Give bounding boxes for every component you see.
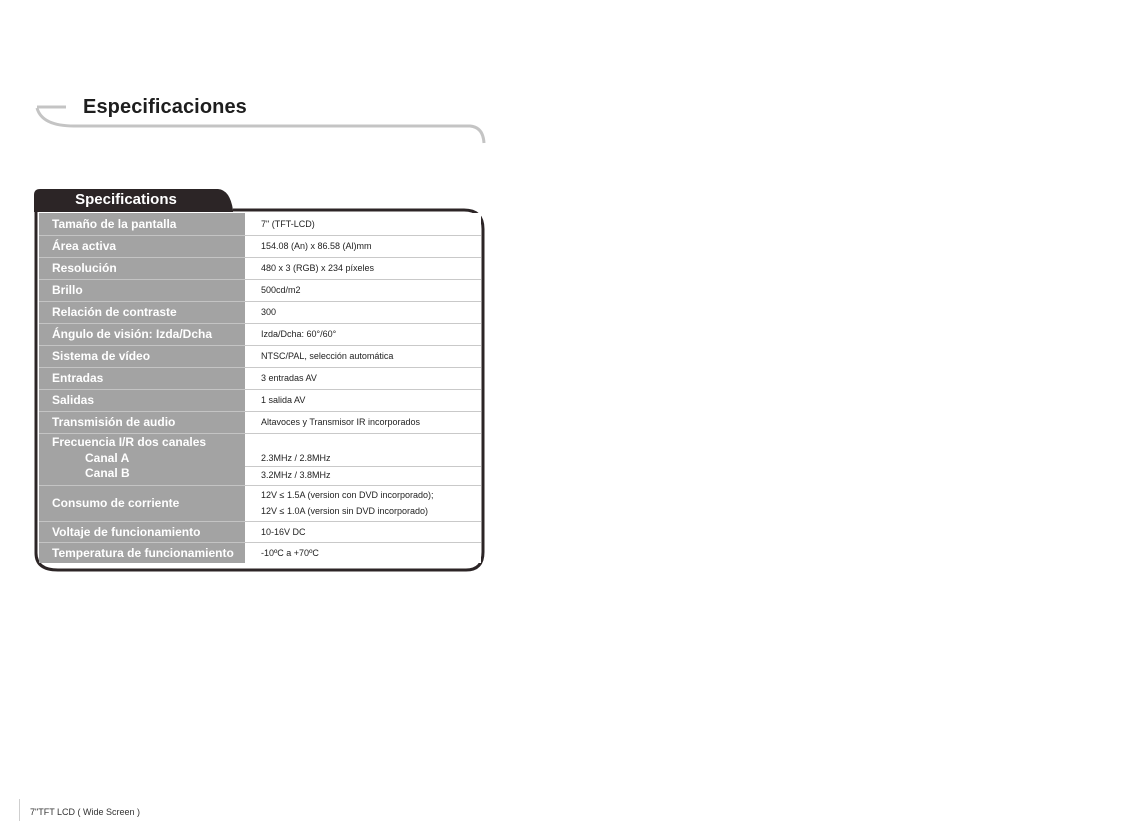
spec-value: 3.2MHz / 3.8MHz	[245, 466, 481, 485]
spec-value: 500cd/m2	[245, 279, 481, 301]
spec-value: 480 x 3 (RGB) x 234 píxeles	[245, 257, 481, 279]
spec-row	[39, 389, 481, 411]
spec-label: Consumo de corriente	[39, 485, 245, 521]
spec-row	[39, 257, 481, 279]
spec-value: 300	[245, 301, 481, 323]
spec-label-sub	[39, 450, 245, 466]
specifications-table	[39, 213, 481, 563]
spec-label: Voltaje de funcionamiento	[39, 521, 245, 542]
spec-value: -10ºC a +70ºC	[245, 542, 481, 563]
channel-a-label: Canal A	[85, 451, 130, 465]
spec-value-line: 12V ≤ 1.5A (version con DVD incorporado);	[261, 490, 434, 500]
spec-value	[245, 485, 481, 521]
spec-row-channel-a	[39, 450, 481, 466]
spec-label: Temperatura de funcionamiento	[39, 542, 245, 563]
specifications-tab-label: Specifications	[75, 191, 177, 208]
spec-row	[39, 411, 481, 433]
page-title: Especificaciones	[83, 96, 247, 118]
spec-value: 1 salida AV	[245, 389, 481, 411]
spec-label: Sistema de vídeo	[39, 345, 245, 367]
footer-divider	[19, 799, 20, 821]
spec-row	[39, 301, 481, 323]
spec-row	[39, 521, 481, 542]
spec-label: Relación de contraste	[39, 301, 245, 323]
spec-label: Brillo	[39, 279, 245, 301]
spec-value: 2.3MHz / 2.8MHz	[245, 450, 481, 466]
spec-value: NTSC/PAL, selección automática	[245, 345, 481, 367]
spec-label: Área activa	[39, 235, 245, 257]
spec-row-channel-b	[39, 466, 481, 485]
spec-row	[39, 542, 481, 563]
spec-row	[39, 323, 481, 345]
spec-value: 154.08 (An) x 86.58 (Al)mm	[245, 235, 481, 257]
footer-text: 7"TFT LCD ( Wide Screen )	[30, 807, 141, 817]
spec-label: Transmisión de audio	[39, 411, 245, 433]
channel-b-label: Canal B	[85, 466, 130, 480]
spec-row	[39, 367, 481, 389]
spec-label-sub	[39, 466, 245, 485]
spec-label: Salidas	[39, 389, 245, 411]
spec-row	[39, 235, 481, 257]
spec-value-empty	[245, 433, 481, 450]
spec-row	[39, 213, 481, 235]
spec-value: 3 entradas AV	[245, 367, 481, 389]
spec-label: Resolución	[39, 257, 245, 279]
spec-label: Frecuencia I/R dos canales	[39, 433, 245, 450]
spec-value-line: 12V ≤ 1.0A (version sin DVD incorporado)	[261, 506, 429, 516]
spec-label: Tamaño de la pantalla	[39, 213, 245, 235]
spec-value: 7" (TFT-LCD)	[245, 213, 481, 235]
spec-row-frequency-header	[39, 433, 481, 450]
spec-row-power	[39, 485, 481, 521]
spec-label: Entradas	[39, 367, 245, 389]
spec-label: Ángulo de visión: Izda/Dcha	[39, 323, 245, 345]
spec-value: 10-16V DC	[245, 521, 481, 542]
spec-value: Izda/Dcha: 60°/60°	[245, 323, 481, 345]
spec-row	[39, 279, 481, 301]
spec-value: Altavoces y Transmisor IR incorporados	[245, 411, 481, 433]
spec-row	[39, 345, 481, 367]
